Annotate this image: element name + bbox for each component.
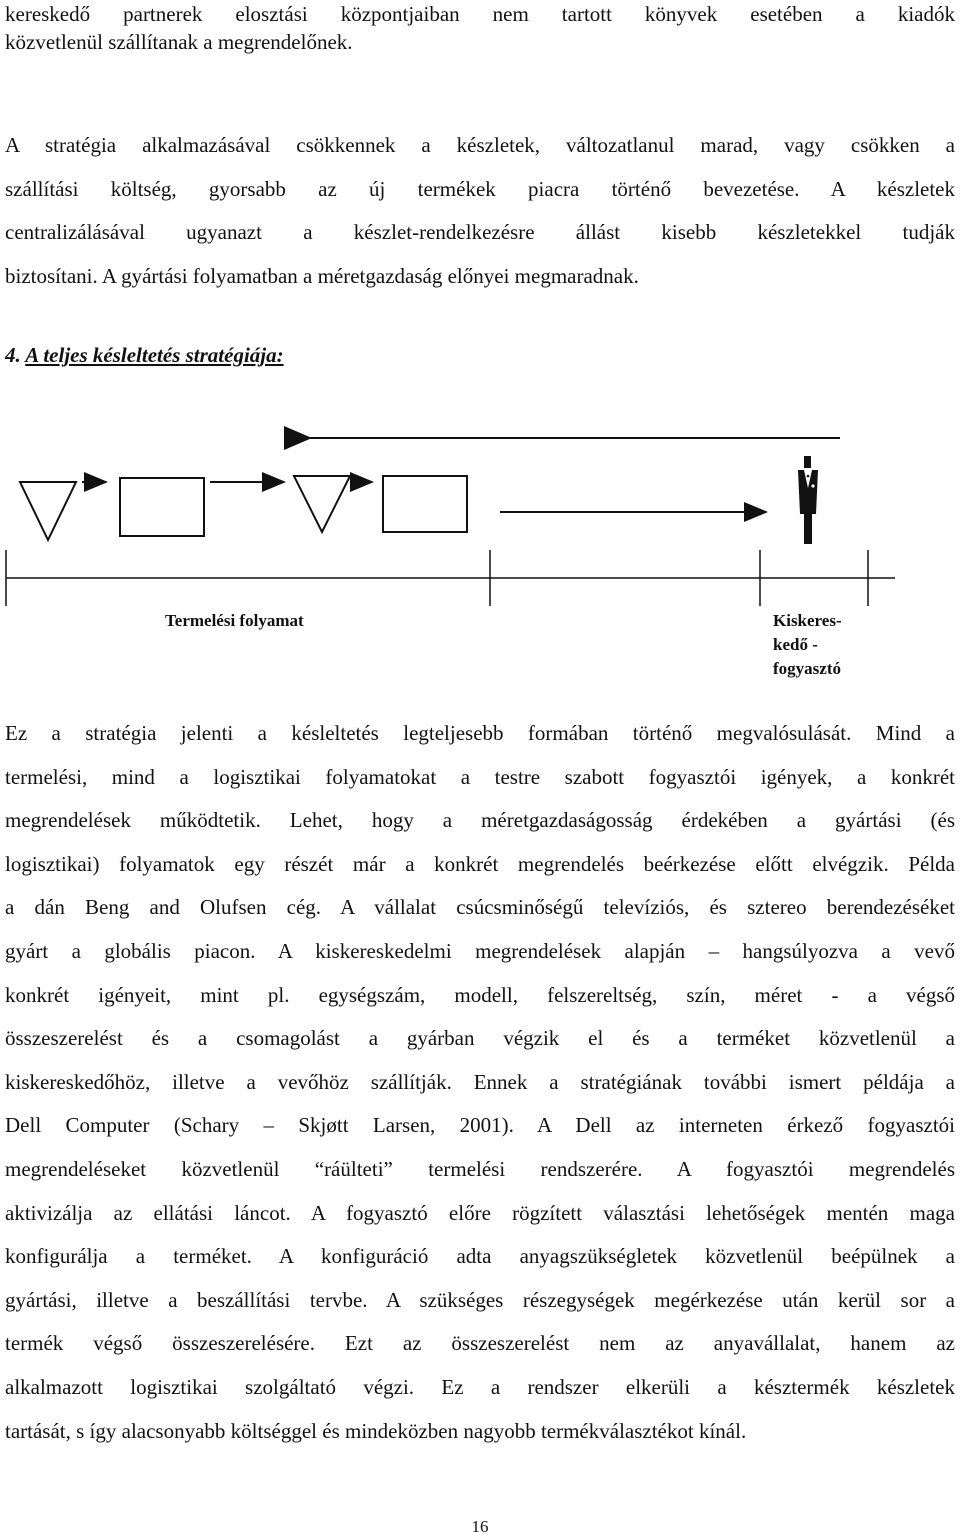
inventory-triangle-icon [20, 482, 76, 540]
consumer-figure-icon [798, 456, 818, 544]
text-line: megrendelések működtetik. Lehet, hogy a méretgazdaságosság érdekében a gyártási (és [5, 808, 955, 833]
section-number: 4. [5, 343, 21, 367]
text-line: termelési, mind a logisztikai folyamatokat a testre szabott fogyasztói igények, a konkrét [5, 764, 955, 789]
text-line: Dell Computer (Schary – Skjøtt Larsen, 2001). A Dell az interneten érkező fogyasztói [5, 1113, 955, 1138]
text-line: biztosítani. A gyártási folyamatban a méretgazdaság előnyei megmaradnak. [5, 263, 639, 288]
text-line: gyártási, illetve a beszállítási tervbe. A szükséges részegységek megérkezése után kerül sor a [5, 1287, 955, 1312]
text-line: termék végső összeszerelésére. Ezt az összeszerelést nem az anyavállalat, hanem az [5, 1331, 955, 1356]
text-line: alkalmazott logisztikai szolgáltató végzi. Ez a rendszer elkerüli a késztermék készletek [5, 1374, 955, 1399]
retailer-consumer-label: kedő - [773, 635, 818, 654]
text-line: megrendeléseket közvetlenül “ráülteti” termelési rendszerére. A fogyasztói megrendelés [5, 1156, 955, 1181]
inventory-triangle-icon [294, 476, 350, 532]
production-process-label: Termelési folyamat [165, 611, 304, 630]
text-line: kiskereskedőhöz, illetve a vevőhöz szállítják. Ennek a stratégiának további ismert példája a [5, 1069, 955, 1094]
text-line: A stratégia alkalmazásával csökkennek a készletek, változatlanul marad, vagy csökken a [5, 133, 955, 157]
page-number: 16 [471, 1517, 489, 1536]
text-line: gyárt a globális piacon. A kiskereskedelmi megrendelések alapján – hangsúlyozva a vevő [5, 938, 955, 963]
text-line: logisztikai) folyamatok egy részét már a konkrét megrendelés beérkezése előtt elvégzik. Példa [5, 851, 955, 876]
text-line: közvetlenül szállítanak a megrendelőnek. [5, 30, 353, 54]
retailer-consumer-label: fogyasztó [773, 659, 841, 678]
text-line: összeszerelést és a csomagolást a gyárban végzik el és a terméket közvetlenül a [5, 1026, 955, 1051]
text-line: a dán Beng and Olufsen cég. A vállalat csúcsminőségű televíziós, és sztereo berendezéséket [5, 895, 955, 920]
process-box-icon [383, 476, 467, 532]
paragraph-strategy [5, 124, 955, 298]
section-title: A teljes késleltetés stratégiája: [25, 343, 284, 367]
text-line: centralizálásával ugyanazt a készlet-rendelkezésre állást kisebb készletekkel tudják [5, 220, 955, 244]
text-line: kereskedő partnerek elosztási központjaiban nem tartott könyvek esetében a kiadók [5, 2, 955, 26]
section-heading [5, 343, 284, 368]
paragraph-full-postponement [5, 712, 955, 1453]
text-line: tartását, s így alacsonyabb költséggel és mindeközben nagyobb termékválasztékot kínál. [5, 1418, 747, 1443]
text-line: szállítási költség, gyorsabb az új termékek piacra történő bevezetése. A készletek [5, 176, 955, 201]
postponement-diagram [0, 410, 960, 695]
paragraph-intro [5, 0, 955, 56]
text-line: Ez a stratégia jelenti a késleltetés legteljesebb formában történő megvalósulását. Mind a [5, 721, 955, 745]
process-box-icon [120, 478, 204, 536]
text-line: aktivizálja az ellátási láncot. A fogyasztó előre rögzített választási lehetőségek mentén maga [5, 1200, 955, 1225]
text-line: konkrét igényeit, mint pl. egységszám, modell, felszereltség, szín, méret - a végső [5, 982, 955, 1007]
retailer-consumer-label: Kiskeres- [773, 611, 842, 630]
text-line: konfigurálja a terméket. A konfiguráció adta anyagszükségletek közvetlenül beépülnek a [5, 1244, 955, 1269]
